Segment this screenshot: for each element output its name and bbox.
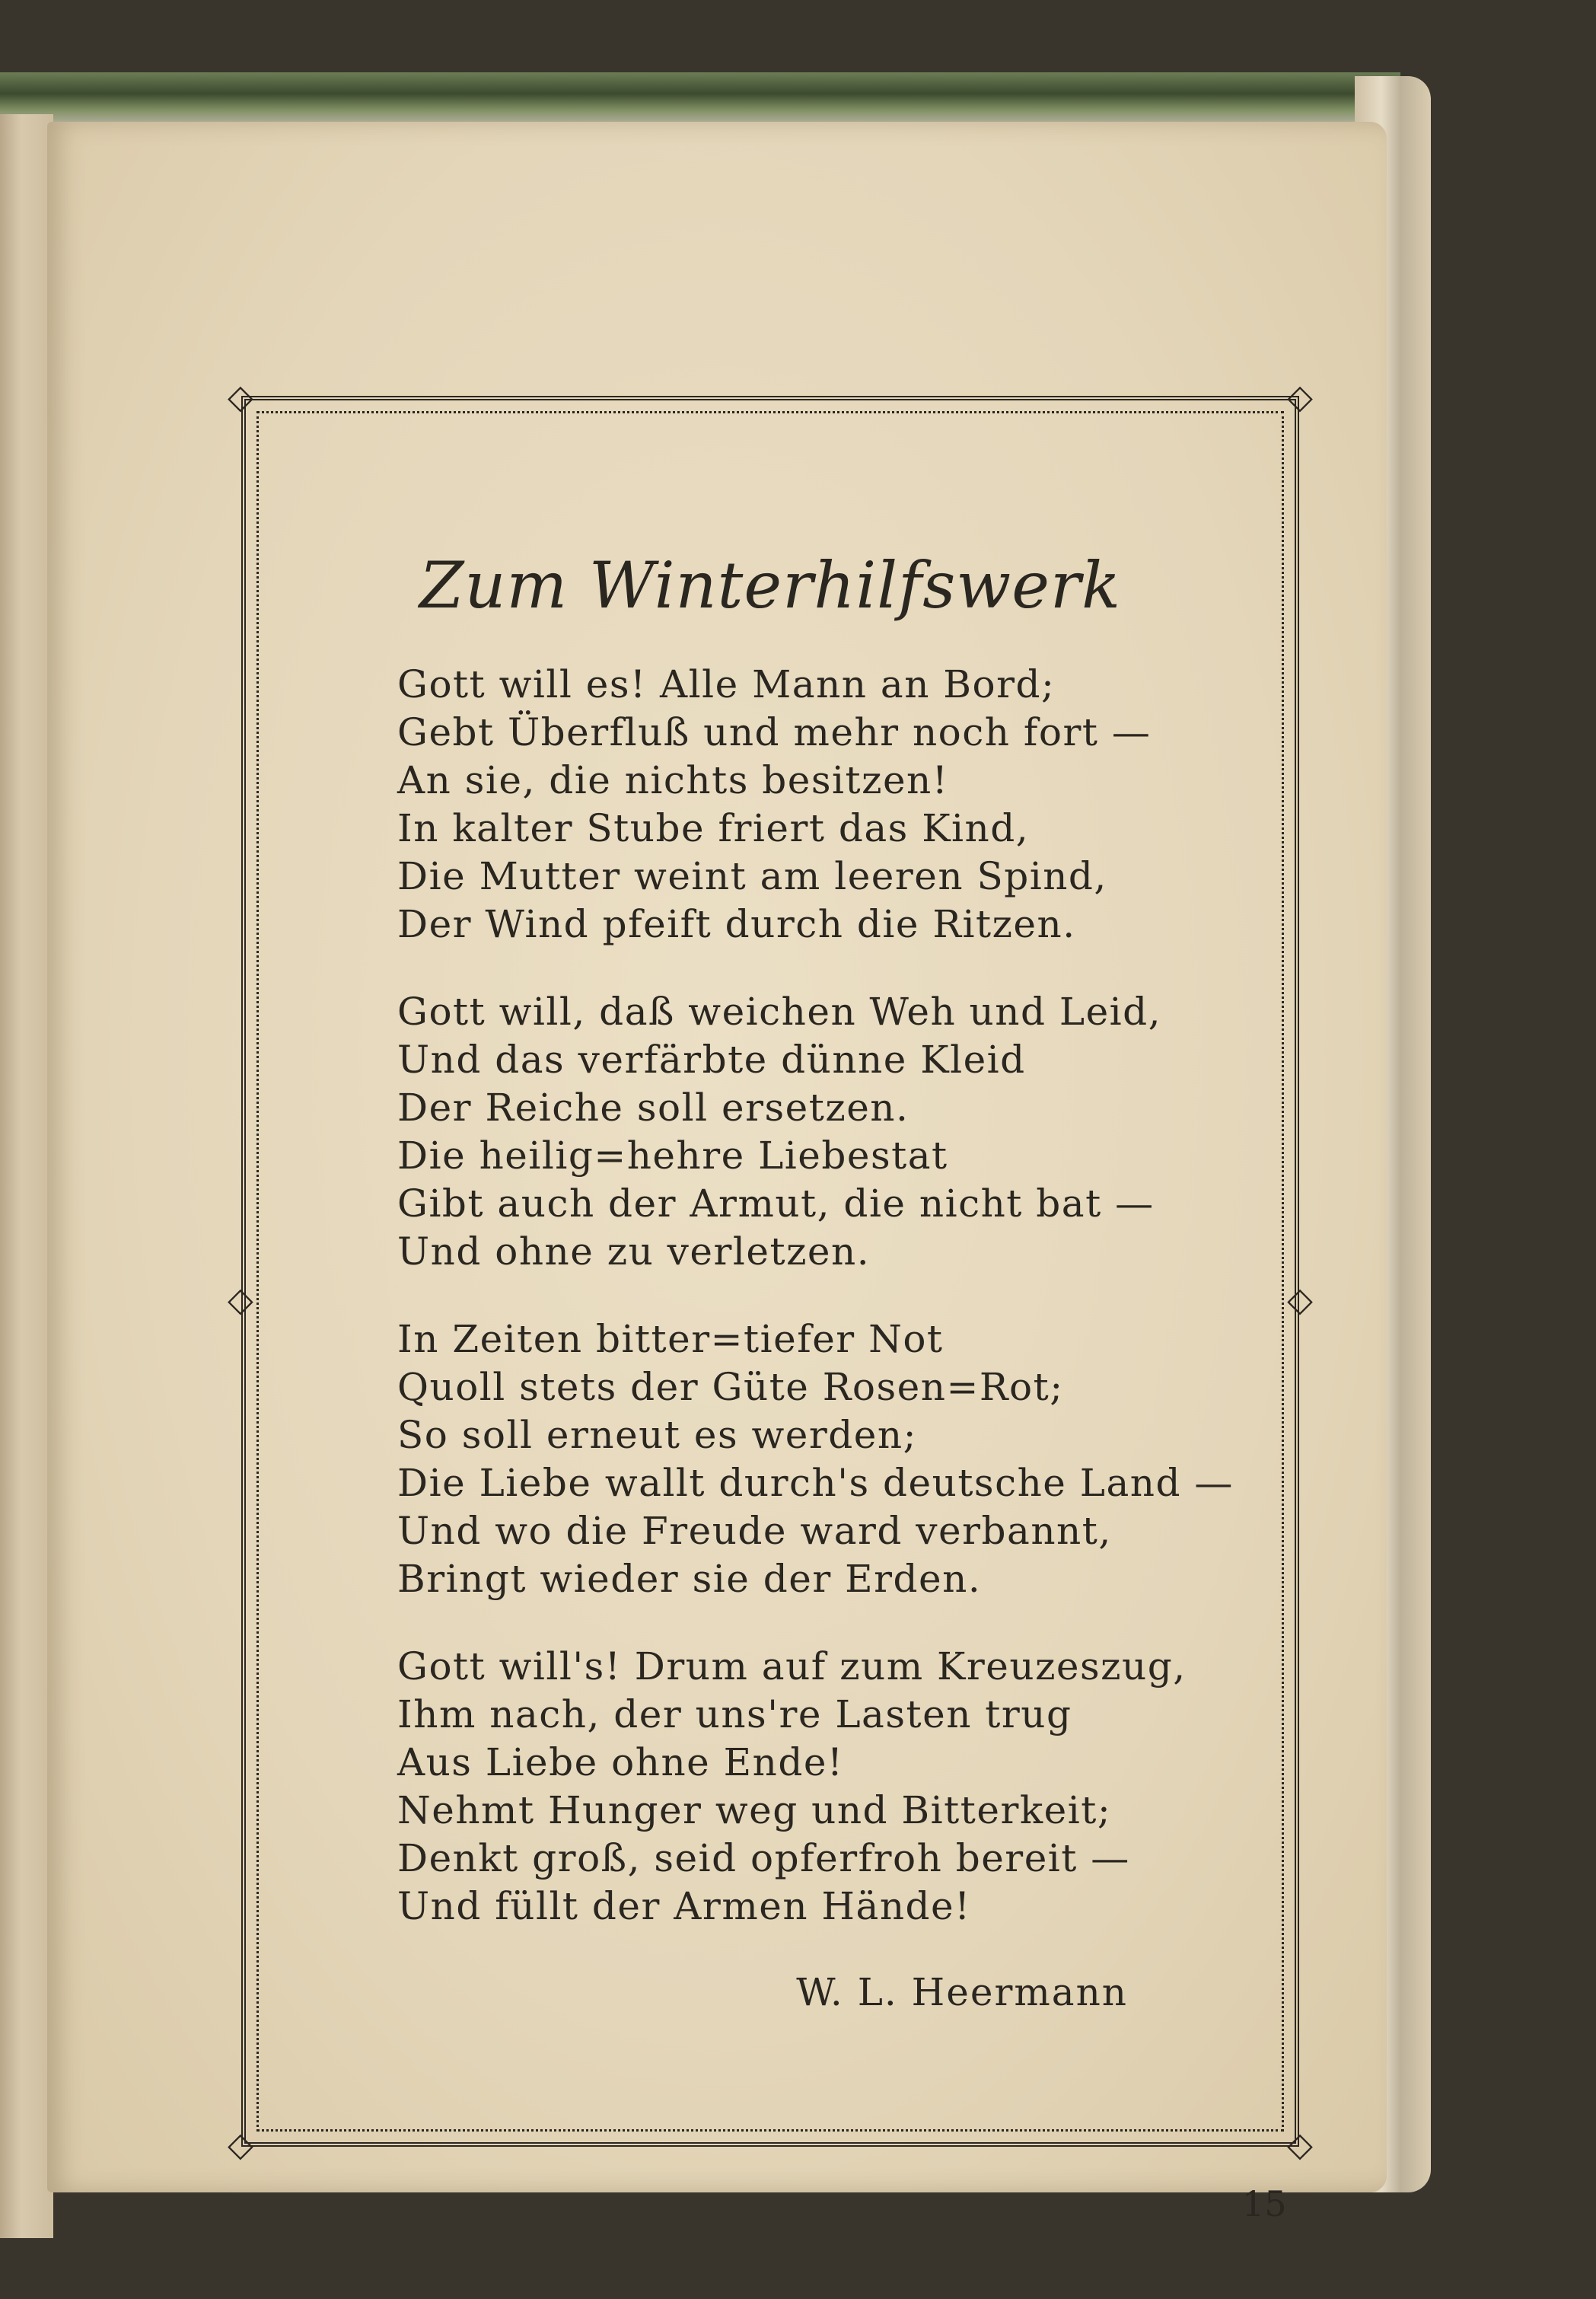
stanza xyxy=(397,1643,1187,1931)
poem-line: An sie, die nichts besitzen! xyxy=(397,758,949,802)
poem-line: Aus Liebe ohne Ende! xyxy=(397,1740,844,1784)
corner-ornament-icon: ◇ xyxy=(1287,2125,1313,2164)
stanza xyxy=(397,661,1158,949)
side-ornament-icon: ◇ xyxy=(228,1280,253,1319)
book-spine-strip xyxy=(0,72,1400,126)
poem-line: Ihm nach, der uns're Lasten trug xyxy=(397,1692,1072,1736)
corner-ornament-icon: ◇ xyxy=(228,2125,253,2164)
poem-line: Gott will, daß weichen Weh und Leid, xyxy=(397,990,1162,1034)
poem-line: In Zeiten bitter=tiefer Not xyxy=(397,1317,944,1361)
poem-line: Bringt wieder sie der Erden. xyxy=(397,1557,982,1601)
poem-line: Gebt Überfluß und mehr noch fort — xyxy=(397,710,1152,754)
book-page xyxy=(47,122,1387,2224)
poem-line: Denkt groß, seid opferfroh bereit — xyxy=(397,1836,1130,1880)
stanza xyxy=(397,1315,1234,1603)
poem-line: Und das verfärbte dünne Kleid xyxy=(397,1038,1026,1082)
poem-line: Und ohne zu verletzen. xyxy=(397,1229,871,1274)
poem-line: Und wo die Freude ward verbannt, xyxy=(397,1509,1112,1553)
poem-line: Der Wind pfeift durch die Ritzen. xyxy=(397,902,1076,946)
poem-line: Die heilig=hehre Liebestat xyxy=(397,1134,948,1178)
left-page-edge xyxy=(0,114,53,2238)
corner-ornament-icon: ◇ xyxy=(228,378,253,416)
poem-line: Gott will's! Drum auf zum Kreuzeszug, xyxy=(397,1644,1187,1688)
poem-line: In kalter Stube friert das Kind, xyxy=(397,806,1030,850)
poem xyxy=(397,548,1234,2014)
poem-line: Der Reiche soll ersetzen. xyxy=(397,1086,909,1130)
poem-line: Die Mutter weint am leeren Spind, xyxy=(397,854,1107,898)
poem-line: Die Liebe wallt durch's deutsche Land — xyxy=(397,1461,1234,1505)
poem-line: Gott will es! Alle Mann an Bord; xyxy=(397,662,1056,706)
corner-ornament-icon: ◇ xyxy=(1287,378,1313,416)
page-number: 15 xyxy=(1242,2183,1287,2224)
poem-line: Quoll stets der Güte Rosen=Rot; xyxy=(397,1365,1064,1409)
poem-author: W. L. Heermann xyxy=(796,1970,1128,2014)
poem-line: Gibt auch der Armut, die nicht bat — xyxy=(397,1181,1155,1226)
poem-line: Und füllt der Armen Hände! xyxy=(397,1884,971,1928)
stanza xyxy=(397,988,1162,1276)
poem-line: So soll erneut es werden; xyxy=(397,1413,917,1457)
poem-body xyxy=(397,661,1234,1931)
poem-title: Zum Winterhilfswerk xyxy=(419,548,1121,623)
side-ornament-icon: ◇ xyxy=(1287,1280,1313,1319)
poem-line: Nehmt Hunger weg und Bitterkeit; xyxy=(397,1788,1112,1832)
